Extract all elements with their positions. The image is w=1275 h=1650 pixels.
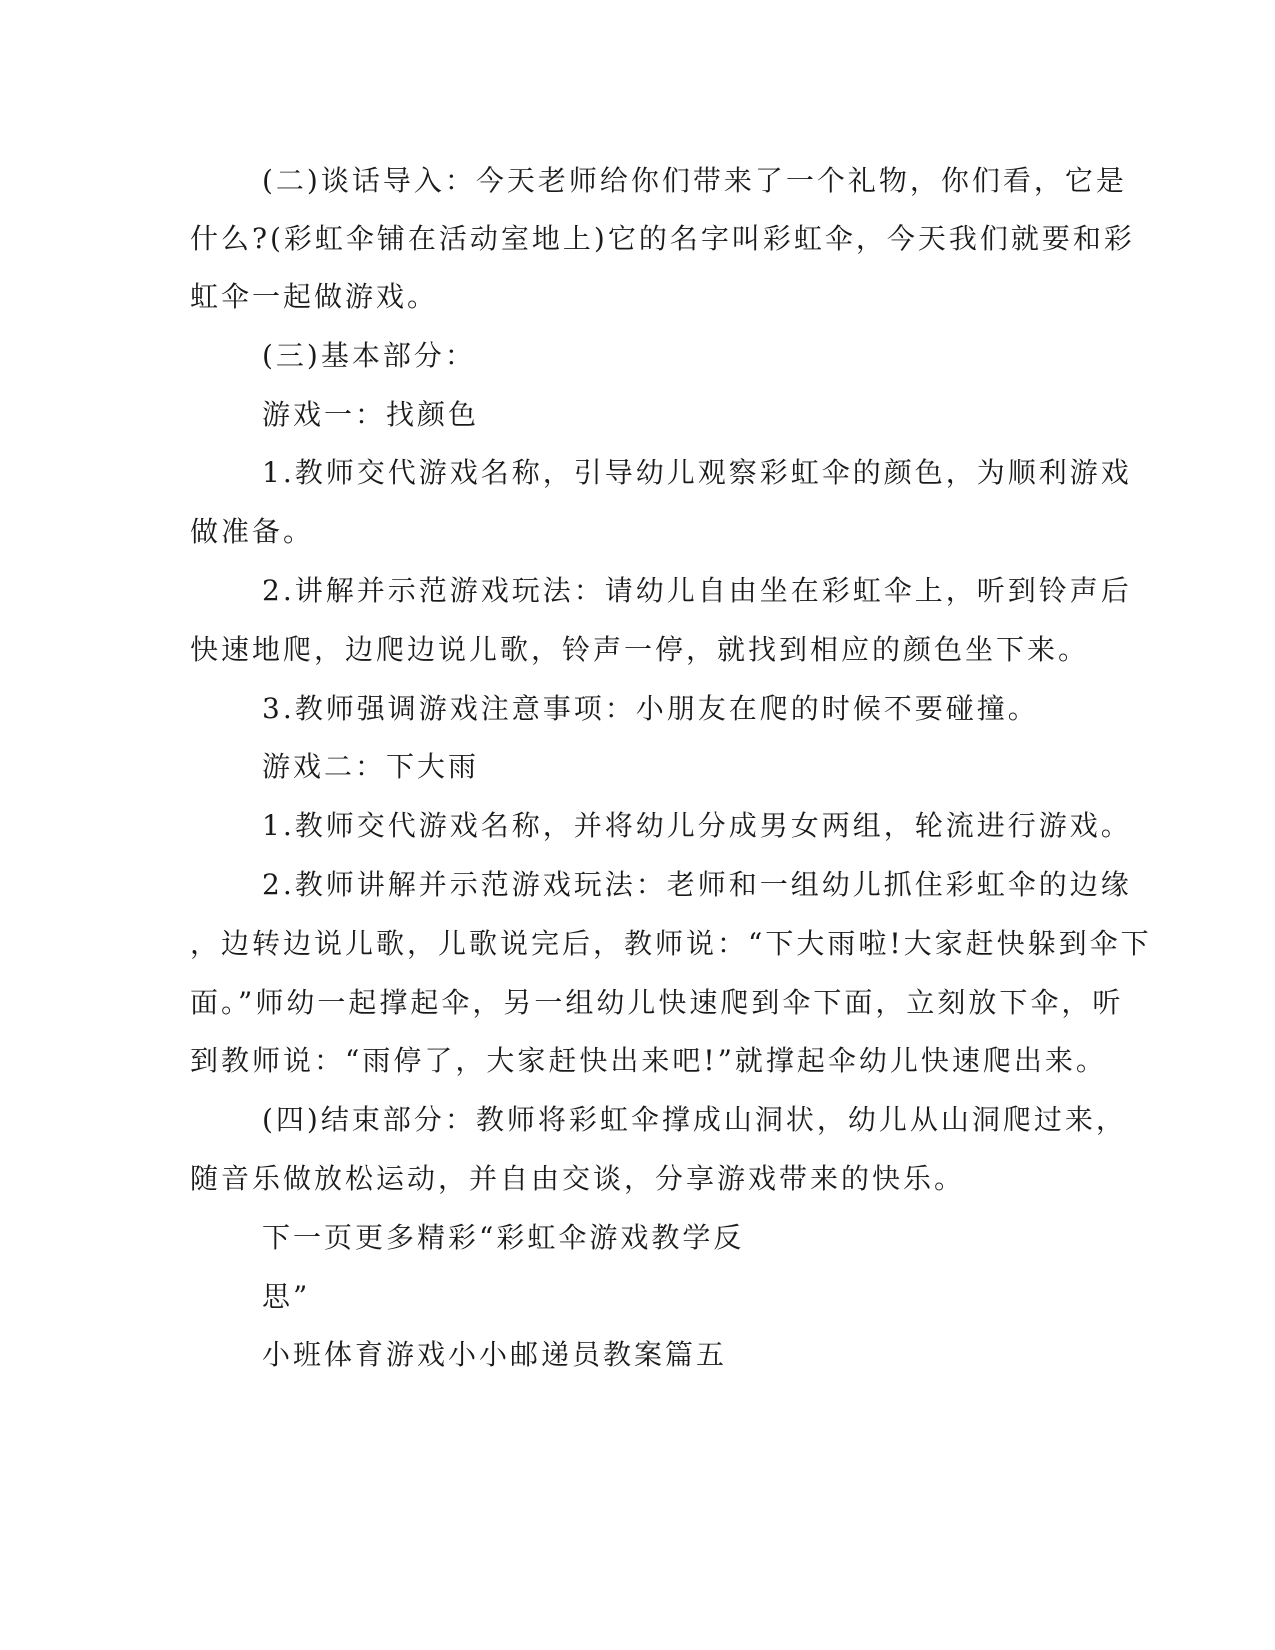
game-two-step-2-line-1: 2.教师讲解并示范游戏玩法：老师和一组幼儿抓住彩虹伞的边缘: [262, 868, 1132, 901]
section-title-lesson-five: 小班体育游戏小小邮递员教案篇五: [262, 1338, 728, 1371]
game-one-step-1-line-2: 做准备。: [190, 515, 315, 548]
game-one-step-2-line-1: 2.讲解并示范游戏玩法：请幼儿自由坐在彩虹伞上，听到铃声后: [262, 574, 1132, 607]
game-one-heading: 游戏一：找颜色: [262, 398, 480, 431]
game-two-heading: 游戏二：下大雨: [262, 750, 480, 783]
paragraph-talk-intro-line-1: (二)谈话导入：今天老师给你们带来了一个礼物，你们看，它是: [262, 164, 1127, 197]
section-heading-basic-part: (三)基本部分：: [262, 339, 476, 372]
next-page-link-text: 下一页更多精彩“彩虹伞游戏教学反: [262, 1221, 745, 1254]
game-one-step-3: 3.教师强调游戏注意事项：小朋友在爬的时候不要碰撞。: [262, 692, 1039, 725]
paragraph-talk-intro-line-2: 什么?(彩虹伞铺在活动室地上)它的名字叫彩虹伞，今天我们就要和彩: [190, 222, 1135, 255]
ending-part-line-1: (四)结束部分：教师将彩虹伞撑成山洞状，幼儿从山洞爬过来，: [262, 1103, 1127, 1136]
next-page-link-text-cont: 思”: [262, 1280, 311, 1313]
game-one-step-2-line-2: 快速地爬，边爬边说儿歌，铃声一停，就找到相应的颜色坐下来。: [190, 633, 1090, 666]
game-two-step-1: 1.教师交代游戏名称，并将幼儿分成男女两组，轮流进行游戏。: [262, 809, 1132, 842]
game-two-step-2-line-3: 面。”师幼一起撑起伞，另一组幼儿快速爬到伞下面，立刻放下伞，听: [190, 986, 1124, 1019]
paragraph-talk-intro-line-3: 虹伞一起做游戏。: [190, 280, 439, 313]
game-one-step-1-line-1: 1.教师交代游戏名称，引导幼儿观察彩虹伞的颜色，为顺利游戏: [262, 456, 1132, 489]
game-two-step-2-line-4: 到教师说：“雨停了，大家赶快出来吧!”就撑起伞幼儿快速爬出来。: [190, 1044, 1107, 1077]
game-two-step-2-line-2: ，边转边说儿歌，儿歌说完后，教师说：“下大雨啦!大家赶快躲到伞下: [190, 927, 1152, 960]
ending-part-line-2: 随音乐做放松运动，并自由交谈，分享游戏带来的快乐。: [190, 1162, 966, 1195]
